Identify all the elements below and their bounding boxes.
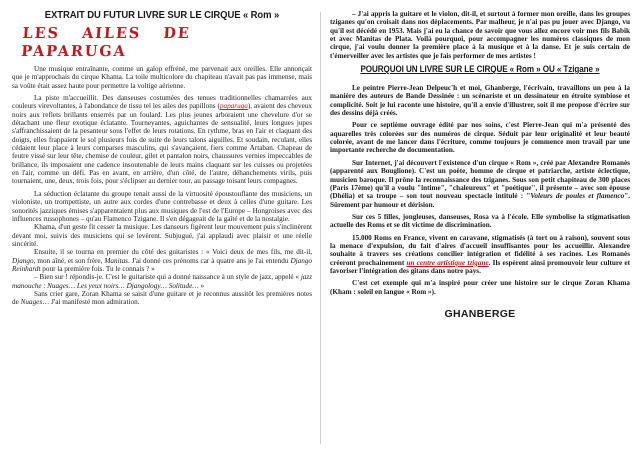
left-paragraph-1: Une musique entraînante, comme un galop effréné, me parvenait aux oreilles. Elle annonçait que je m'approchais du cirque Khama. La toile multicolore du chapiteau n'avait pas pas immense, mais sa voûte était assez haute pour permettre la voltige aérienne. <box>12 65 312 90</box>
right-paragraph-4: Sur Internet, j'ai découvert l'existence d'un cirque « Rom », créé par Alexandre Romanès (apparenté aux Bouglione). C'est un poète, homme de cirque et patriarche, artiste éclectique, musicien baroque. Il prône la reconnaissance des tziganes. Sous son petit chapiteau de 300 places (Paris 17ème) qu'il a voulu "intime", "chaleureux" et "poétique", il présente – avec son épouse (Dhélia) et sa troupe – son tout nouveau spectacle intitulé : "Voleurs de poules et flamenco". Sûrement par humour et dérision. <box>330 158 630 209</box>
right-column <box>330 10 630 452</box>
left-paragraph-6: – Bien sur ! répondis-je. C'est le guitariste qui a donné naissance à un style de jazz, appelé « jazz manouche : Nuages… Les yeux noirs… Djangology… Solitude… » <box>12 273 312 290</box>
right-paragraph-1: – J'ai appris la guitare et le violon, dit-il, et surtout à former mon oreille, dans les groupes tziganes qu'on croisait dans nos déplacements. Par malheur, je n'ai pas pu jouer avec Django, vu qu'il est décédé en 1953. Mais j'ai eu la chance de savoir que vous allez encore voir mes fils Babik et avec Manitas de Plata. Voilà pourquoi, pour accompagner les numéros classiques de mon cirque, j'ai voulu donner la première place à la musique et à la danse. Et je suis certain de t'émerveiller avec les artistes que je fais performer de mes artistes ! <box>330 10 630 60</box>
left-paragraph-7: Sans crier gare, Zoran Khama se saisit d'une guitare et je reconnus aussitôt les premières notes de Nuages… J'ai manifesté mon admiration. <box>12 289 312 307</box>
left-paragraph-4: Khama, d'un geste fit cesser la musique. Les danseurs figèrent leur mouvement puis s'inclinèrent devant moi, suivis des musiciens qui se levèrent. Subjugué, j'ai applaudi avec plaisir et une réelle sincérité. <box>12 223 312 248</box>
left-paragraph-3: La séduction éclatante du groupe tenait aussi de la virtuosité époustouflante des musiciens, un violoniste, un trompettiste, un autre aux cordes d'une contrebasse et deux à celles d'une guitare. Les sonorités jazziques émises s'apparentaient plus aux musiques de l'est de l'Europe – Hongroises avec des influences russophones – qu'au Flamenco Tzigane. Il s'en dégageait de la gaîté et de la nostalgie. <box>12 189 312 223</box>
column-divider <box>320 12 321 444</box>
centre-artistique-link-text: un centre artistique tzigane <box>406 258 489 267</box>
book-title: LES AILES DE PAPARUGA <box>20 24 192 60</box>
right-paragraph-7: C'est cet exemple qui m'a inspiré pour créer une histoire sur le cirque Zoran Khama (Kham : soleil en langue « Rom »). <box>330 279 630 296</box>
left-paragraph-5: Ensuite, il se tourna en premier du côté des guitaristes : « Voici deux de mes fils, me dit-il, Django, mon aîné, et son frère, Manitas. J'ai donné ces prénoms car à quatre ans je l'ai entendu Django Reinhardt pour la première fois. Tu le connais ? » <box>12 248 312 273</box>
left-paragraph-2: La piste m'accueillit. Des danseuses costumées des tenues traditionnelles chamarrées aux couleurs virevoltantes, à l'abondance de tissu tel les ailes des papillons (paparuga), avaient des cheveux noirs aux reflets brillants enserrés par un foulard. Les plus jeunes arboraient une chevelure d'or se détachant une fleur exotique éclatante. Tourneyantes, aguichantes de sensualité, leurs longues jupes s'affranchissaient de la pesanteur sous l'effet de leurs rotations. En rythme, bras en l'air et claquant des doigts, elles frappaient le sol plusieurs fois de suite de leurs talons aiguilles. Et soudain, reculant, elles cédaient leur place à leurs comparses masculins, qui s'avançaient, fiers comme Artaban. Chapeau de feutre vissé sur leur tête, chemise de couleur, gilet et pantalon noirs, chaussures vernies impeccables de brillance, ils imposaient une cadence insoutenable de leurs mains claquant sur les cuisses ou projetées en l'air, comme un défi. Pas en avant, en arrière, d'un côté, de l'autre, déhanchements virils, puis tournaient, une, deux, trois fois, pour s'éclipser au dernier tour, au passage toisant leurs compagnes. <box>12 94 312 186</box>
why-book-heading: POURQUOI UN LIVRE SUR LE CIRQUE « Rom » OU « Tzigane » <box>360 64 600 75</box>
right-paragraph-6: 15.000 Roms en France, vivent en caravane, stigmatisés (à tort ou à raison), souvent sous la menace d'expulsion, du fait d'aires d'accueil insuffisantes pour les accueillir. Alexandre souhaite à travers ses créations concilier intégration et fidélité à ses racines. Les Romanès créeront prochainement un centre artistique tzigane. Ils espèrent ainsi promouvoir leur culture et favoriser l'intégration des gitans dans notre pays. <box>330 233 630 275</box>
left-column <box>12 10 312 452</box>
paparuga-term: paparuga <box>219 102 248 111</box>
right-paragraph-5: Sur ces 5 filles, jongleuses, danseuses, Rosa va à l'école. Elle symbolise la stigmatisation actuelle des Roms et se dit victime de discrimination. <box>330 212 630 230</box>
right-paragraph-3: Pour ce septième ouvrage édité par nos soins, c'est Pierre-Jean qui m'a présenté des aquarelles très colorées sur des numéros de cirque. Séduit par leur originalité et leur beauté colorée, avant de me lancer dans l'écriture, comme toujours je commence mon travail par une importante recherche de documentation. <box>330 121 630 155</box>
author-signature: GHANBERGE <box>444 307 516 320</box>
excerpt-heading: EXTRAIT DU FUTUR LIVRE SUR LE CIRQUE « Rom » <box>44 10 280 21</box>
right-paragraph-2: Le peintre Pierre-Jean Delpeuc'h et moi, Ghanberge, l'écrivain, travaillons un peu à la manière des auteurs de Bande Dessinée : un scénariste et un dessinateur en étroite symbiose et complicité. Soit je lui raconte une histoire, qu'il a envie d'illustrer, soit il me propose d'écrire sur des dessins déjà créés. <box>330 84 630 118</box>
